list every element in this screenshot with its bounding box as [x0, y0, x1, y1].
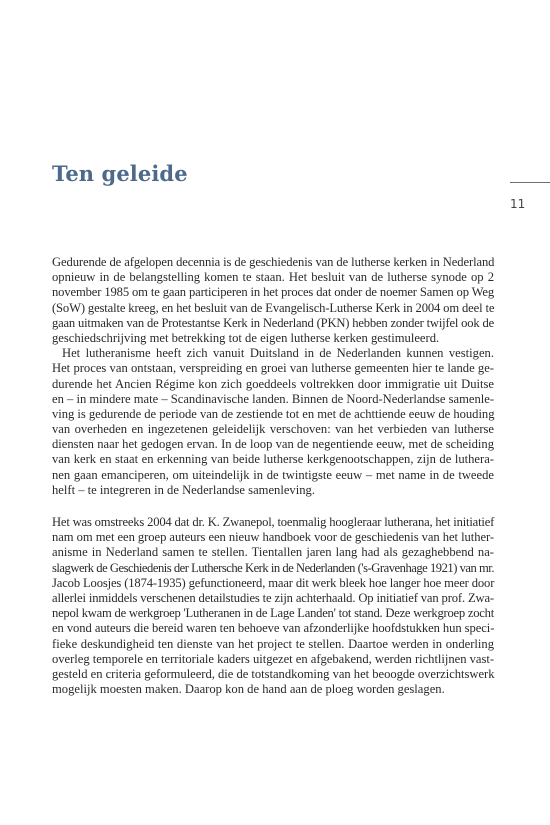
text-line: ving is gedurende de periode van de zestiende tot en met de achttiende eeuw de houding — [52, 406, 495, 421]
text-line: nepol kwam de werkgroep 'Lutheranen in de Lage Landen' tot stand. Deze werkgroep zocht — [52, 606, 494, 621]
text-line: durende het Ancien Régime kon zich goeddeels voltrekken door immigratie uit Duitse — [52, 376, 494, 391]
text-line: nen gaan emanciperen, om uiteindelijk in de twintigste eeuw – met name in de tweede — [52, 467, 494, 482]
text-line: en vond auteurs die bereid waren ten behoeve van afzonderlijke hoofdstukken hun speci- — [52, 621, 495, 636]
text-line: Het lutheranisme heeft zich vanuit Duitsland in de Nederlanden kunnen vestigen. — [62, 346, 494, 361]
text-line: van overheden en ingezetenen geleidelijk verschoven: van het verbieden van lutherse — [52, 422, 494, 437]
body-text — [52, 255, 494, 697]
text-line: opnieuw in de belangstelling komen te staan. Het besluit van de lutherse synode op 2 — [52, 270, 494, 285]
text-line: Het was omstreeks 2004 dat dr. K. Zwanepol, toenmalig hoogleraar lutherana, het initiatief — [52, 515, 495, 529]
text-line: Het proces van ontstaan, verspreiding en groei van lutherse gemeenten hier te lande ge- — [52, 361, 494, 376]
text-line: diensten naar het gedogen ervan. In de loop van de negentiende eeuw, met de scheiding — [52, 437, 494, 452]
text-line: Gedurende de afgelopen decennia is de geschiedenis van de lutherse kerken in Nederland — [52, 255, 495, 269]
page-number-rule — [510, 182, 550, 183]
text-line: gesteld en criteria geformuleerd, die de totstandkoming van het beoogde overzichtswerk — [52, 666, 495, 681]
text-line: helft – te integreren in de Nederlandse samenleving. — [52, 482, 315, 497]
text-line: van kerk en staat en erkenning van beide lutherse kerkgenootschappen, zijn de luthera- — [52, 452, 494, 467]
text-line: Jacob Loosjes (1874-1935) gefunctioneerd, maar dit werk bleek hoe langer hoe meer door — [52, 575, 495, 590]
text-line: slagwerk de Geschiedenis der Luthersche Kerk in de Nederlanden ('s-Gravenhage 1921) van mr. — [52, 560, 494, 575]
text-line: en – in mindere mate – Scandinavische landen. Binnen de Noord-Nederlandse samenle- — [52, 391, 494, 406]
text-line: allerlei inmiddels verschenen detailstudies te zijn achterhaald. Op initiatief van prof. Zwa- — [52, 590, 494, 605]
text-line: (SoW) gestalte kreeg, en het besluit van de Evangelisch-Lutherse Kerk in 2004 om deel te — [52, 300, 495, 315]
paragraph-2 — [52, 346, 494, 498]
chapter-title: Ten geleide — [52, 161, 188, 186]
paragraph-1 — [52, 255, 494, 346]
page-number: 11 — [510, 197, 526, 211]
text-line: gaan uitmaken van de Protestantse Kerk in Nederland (PKN) hebben zonder twijfel ook de — [52, 315, 494, 330]
text-line: november 1985 om te gaan participeren in het proces dat onder de noemer Samen op Weg — [52, 285, 495, 300]
text-line: mogelijk moesten maken. Daarop kon de hand aan de ploeg worden geslagen. — [52, 682, 445, 697]
text-line: overleg temporele en territoriale kaders uitgezet en afgebakend, werden richtlijnen vast- — [52, 651, 494, 666]
text-line: nam om met een groep auteurs een nieuw handboek voor de geschiedenis van het luther- — [52, 530, 494, 545]
paragraph-3 — [52, 515, 494, 697]
text-line: fieke deskundigheid ten dienste van het project te stellen. Daartoe werden in onderling — [52, 636, 494, 651]
text-line: geschiedschrijving met betrekking tot de eigen lutherse kerken gestimuleerd. — [52, 330, 440, 345]
text-line: anisme in Nederland samen te stellen. Tientallen jaren lang had als gezaghebbend na- — [52, 545, 494, 560]
